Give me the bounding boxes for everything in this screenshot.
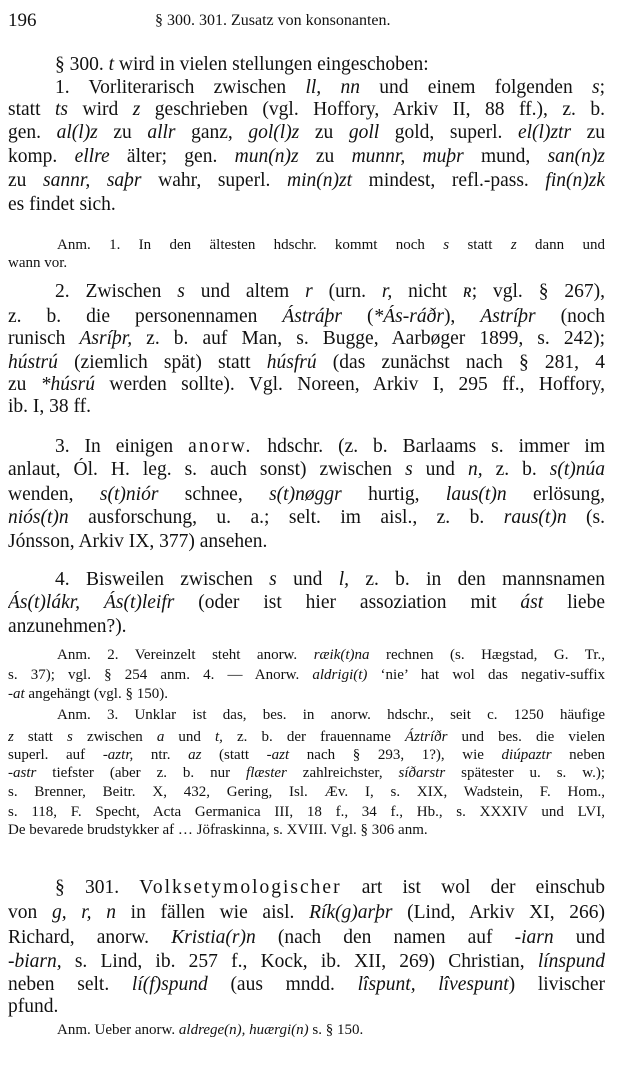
italic-term: san(n)z xyxy=(547,146,605,167)
text-run: Richard, anorw. xyxy=(8,927,172,948)
text-run: zu xyxy=(8,374,41,395)
italic-term: laus(t)n xyxy=(445,484,507,505)
text-run: ausforschung, u. a.; selt. im aisl., z. b. xyxy=(68,507,504,528)
text-run: ganz, xyxy=(175,122,249,143)
text-run: schnee, xyxy=(158,484,270,505)
text-line xyxy=(8,685,605,705)
italic-term: aldrigi(t) xyxy=(312,667,368,683)
text-line xyxy=(8,821,605,841)
text-run: (ziemlich spät) statt xyxy=(57,352,267,373)
text-run: zu xyxy=(298,146,352,167)
text-run: neben selt. xyxy=(8,974,132,995)
italic-term: t, xyxy=(215,729,223,745)
text-run: (urn. xyxy=(312,281,382,302)
running-title: § 300. 301. Zusatz von konsonanten. xyxy=(155,12,391,29)
italic-term: fin(n)zk xyxy=(545,170,605,191)
italic-term: n, xyxy=(467,459,483,480)
italic-term: s xyxy=(443,237,450,253)
text-run: erlösung, xyxy=(506,484,605,505)
italic-term: s xyxy=(67,729,73,745)
text-run: ntr. xyxy=(133,747,189,763)
italic-term: Asríþr, xyxy=(79,328,133,349)
text-run: superl. auf xyxy=(8,747,103,763)
text-line xyxy=(8,506,605,532)
text-run: 3. In einigen xyxy=(55,436,189,457)
text-line xyxy=(8,121,605,147)
text-run: § 301. xyxy=(55,877,140,898)
italic-term: Astríþr xyxy=(480,306,536,327)
text-run: von xyxy=(8,902,52,923)
text-run: wahr, superl. xyxy=(141,170,288,191)
text-run: (aus mndd. xyxy=(207,974,358,995)
text-run: De bevarede brudstykker af … Jöfraskinna, s. XVIII. Vgl. § 306 anm. xyxy=(8,822,428,838)
text-run: zwischen xyxy=(72,729,157,745)
text-line xyxy=(55,280,605,306)
italic-term: -azt xyxy=(266,747,290,763)
text-run: z. b. die personennamen xyxy=(8,306,283,327)
italic-term: a xyxy=(156,729,165,745)
italic-term: ll, nn xyxy=(305,77,360,98)
text-line xyxy=(8,458,605,484)
text-line xyxy=(8,145,605,171)
italic-term: munnr, muþr xyxy=(351,146,464,167)
text-run: es findet sich. xyxy=(8,194,116,215)
italic-term: niós(t)n xyxy=(8,507,69,528)
text-run: wann vor. xyxy=(8,255,68,271)
italic-term: az xyxy=(188,747,202,763)
italic-term: r, xyxy=(381,281,393,302)
text-line xyxy=(8,193,605,219)
italic-term: *húsrú xyxy=(40,374,95,395)
text-run: s. 37); vgl. § 254 anm. 4. — Anorw. xyxy=(8,667,313,683)
text-run: s. 118, F. Specht, Acta Germanica III, 18 f., 34 f., Hb., s. XXXIV und LVI, xyxy=(8,804,605,820)
text-run: rechnen (s. Hægstad, G. Tr., xyxy=(369,647,605,663)
text-run: s. § 150. xyxy=(308,1022,364,1038)
italic-term: línspund xyxy=(537,951,605,972)
text-run: spätester u. s. w.); xyxy=(445,765,605,781)
italic-term: húsfrú xyxy=(266,352,317,373)
text-run: tiefster (aber z. b. nur xyxy=(36,765,247,781)
italic-term: l, xyxy=(338,569,349,590)
text-line xyxy=(57,706,605,726)
text-run: anzunehmen?). xyxy=(8,616,127,637)
italic-term: gol(l)z xyxy=(248,122,300,143)
italic-term: -iarn xyxy=(514,927,554,948)
spaced-text: anorw. xyxy=(188,436,253,457)
text-line xyxy=(57,236,605,256)
text-run: mindest, refl.-pass. xyxy=(352,170,546,191)
italic-term: s(t)nøggr xyxy=(269,484,342,505)
italic-term: mun(n)z xyxy=(234,146,299,167)
text-run: und xyxy=(412,459,468,480)
text-line xyxy=(8,783,605,803)
italic-term: Ás(t)lákr, Ás(t)leifr xyxy=(8,592,175,613)
text-run: (oder ist hier assoziation mit xyxy=(174,592,521,613)
text-run: zu xyxy=(571,122,605,143)
text-run: statt xyxy=(8,99,55,120)
text-run: mund, xyxy=(463,146,548,167)
text-run: (statt xyxy=(201,747,267,763)
italic-term: flæster xyxy=(246,765,287,781)
text-run: neben xyxy=(551,747,605,763)
text-run: 1. Vorliterarisch zwischen xyxy=(55,77,306,98)
italic-term: Rík(g)arþr xyxy=(309,902,393,923)
text-run: und xyxy=(164,729,216,745)
text-run: ) livischer xyxy=(508,974,605,995)
text-run: gold, superl. xyxy=(379,122,518,143)
italic-term: lí(f)spund xyxy=(131,974,208,995)
italic-term: Áztríðr xyxy=(404,729,448,745)
spaced-text: Volksetymologischer xyxy=(139,877,342,898)
italic-term: -astr xyxy=(8,765,37,781)
italic-term: Kristia(r)n xyxy=(171,927,256,948)
text-run: (nach den namen auf xyxy=(255,927,515,948)
text-run: und bes. die vielen xyxy=(447,729,605,745)
text-run: pfund. xyxy=(8,996,59,1017)
italic-term: z xyxy=(510,237,517,253)
italic-term: ts xyxy=(54,99,68,120)
text-run: anlaut, Ól. H. leg. s. auch sonst) zwischen xyxy=(8,459,406,480)
italic-term: ræik(t)na xyxy=(313,647,370,663)
text-run: statt xyxy=(449,237,511,253)
italic-term: diúpaztr xyxy=(501,747,552,763)
text-run: (das zunächst nach § 281, 4 xyxy=(316,352,605,373)
text-run: und xyxy=(553,927,605,948)
text-run: wird xyxy=(68,99,133,120)
text-run: zahlreichster, xyxy=(286,765,399,781)
text-run: art ist wol der einschub xyxy=(341,877,605,898)
text-run: s. Lind, ib. 257 f., Kock, ib. XII, 269) Christian, xyxy=(61,951,538,972)
text-run: ‘nie’ hat wol das negativ-suffix xyxy=(367,667,605,683)
text-line xyxy=(8,995,605,1021)
italic-term: g, r, n xyxy=(51,902,116,923)
italic-term: *Ás-ráðr xyxy=(373,306,444,327)
text-run: nach § 293, 1?), wie xyxy=(289,747,502,763)
italic-term: raus(t)n xyxy=(503,507,567,528)
italic-term: t xyxy=(108,54,115,75)
italic-term: el(l)ztr xyxy=(517,122,572,143)
text-line xyxy=(8,926,605,952)
text-run: hdschr. (z. b. Barlaams s. immer im xyxy=(252,436,605,457)
text-run: z. b. xyxy=(482,459,550,480)
text-run: und altem xyxy=(184,281,306,302)
text-run: gen. xyxy=(8,122,57,143)
italic-term: s(t)niór xyxy=(99,484,159,505)
text-run: nicht xyxy=(392,281,464,302)
text-run: Anm. 1. In den ältesten hdschr. kommt noch xyxy=(57,237,444,253)
italic-term: z xyxy=(132,99,141,120)
text-run: ), xyxy=(443,306,481,327)
text-line xyxy=(8,169,605,195)
text-run: ib. I, 38 ff. xyxy=(8,396,92,417)
text-run: ; xyxy=(599,77,605,98)
text-line xyxy=(8,901,605,927)
italic-term: -at xyxy=(8,686,25,702)
text-line xyxy=(8,395,605,421)
text-line xyxy=(8,746,605,766)
italic-term: sannr, saþr xyxy=(43,170,142,191)
text-run: werden sollte). Vgl. Noreen, Arkiv I, 295 ff., Hoffory, xyxy=(94,374,605,395)
text-line xyxy=(8,530,605,556)
italic-term: goll xyxy=(348,122,380,143)
text-run: z. b. in den mannsnamen xyxy=(348,569,605,590)
text-run: (s. xyxy=(566,507,605,528)
italic-term: s xyxy=(405,459,413,480)
text-run: angehängt (vgl. § 150). xyxy=(24,686,168,702)
text-run: 2. Zwischen xyxy=(55,281,178,302)
text-run: hurtig, xyxy=(341,484,446,505)
italic-term: r xyxy=(305,281,313,302)
italic-term: ellre xyxy=(74,146,110,167)
text-run: Jónsson, Arkiv IX, 377) ansehen. xyxy=(8,531,268,552)
text-run: ; vgl. § 267), xyxy=(471,281,605,302)
text-run: liebe xyxy=(543,592,605,613)
italic-term: hústrú xyxy=(8,352,58,373)
text-run: in fällen wie aisl. xyxy=(115,902,310,923)
text-run: § 300. xyxy=(55,54,109,75)
text-line xyxy=(8,764,605,784)
text-run: zu xyxy=(97,122,148,143)
text-line xyxy=(8,327,605,353)
text-run: älter; gen. xyxy=(109,146,235,167)
text-line xyxy=(55,876,605,902)
italic-term: -biarn, xyxy=(8,951,62,972)
italic-term: s xyxy=(269,569,277,590)
text-line xyxy=(8,728,605,748)
text-run: dann und xyxy=(516,237,605,253)
text-run: (noch xyxy=(535,306,605,327)
text-run: komp. xyxy=(8,146,75,167)
italic-term: síðarstr xyxy=(398,765,446,781)
text-run: wenden, xyxy=(8,484,100,505)
text-run: zu xyxy=(8,170,44,191)
text-line xyxy=(57,1021,605,1041)
text-run: zu xyxy=(299,122,349,143)
text-run: Anm. Ueber anorw. xyxy=(57,1022,179,1038)
text-line xyxy=(57,646,605,666)
text-line xyxy=(8,591,605,617)
text-run: und einem folgenden xyxy=(359,77,592,98)
text-line xyxy=(8,803,605,823)
italic-term: al(l)z xyxy=(56,122,98,143)
italic-term: s(t)núa xyxy=(549,459,605,480)
text-run: Anm. 2. Vereinzelt steht anorw. xyxy=(57,647,314,663)
page-number: 196 xyxy=(8,10,37,31)
text-line xyxy=(8,615,605,641)
text-run: runisch xyxy=(8,328,80,349)
text-line xyxy=(8,254,605,274)
text-run: z. b. der frauenname xyxy=(222,729,405,745)
text-run: Anm. 3. Unklar ist das, bes. in anorw. hdschr., seit c. 1250 häufige xyxy=(57,707,605,723)
text-run: (Lind, Arkiv XI, 266) xyxy=(392,902,605,923)
text-run: wird in vielen stellungen eingeschoben: xyxy=(114,54,429,75)
italic-term: ást xyxy=(520,592,544,613)
text-run: s. Brenner, Beitr. X, 432, Gering, Isl. Æv. I, s. XIX, Wadstein, F. Hom., xyxy=(8,784,605,800)
text-run: z. b. auf Man, s. Bugge, Aarbøger 1899, s. 242); xyxy=(132,328,605,349)
text-run: und xyxy=(276,569,339,590)
italic-term: z xyxy=(8,729,14,745)
italic-term: min(n)zt xyxy=(287,170,353,191)
italic-term: lîspunt, lîvespunt xyxy=(357,974,509,995)
italic-term: aldrege(n), huærgi(n) xyxy=(178,1022,309,1038)
italic-term: s xyxy=(177,281,185,302)
italic-term: ʀ xyxy=(463,281,472,302)
text-run: ( xyxy=(342,306,374,327)
italic-term: s xyxy=(591,77,600,98)
italic-term: -aztr, xyxy=(102,747,134,763)
text-line xyxy=(8,666,605,686)
text-run: statt xyxy=(13,729,68,745)
italic-term: Ástráþr xyxy=(282,306,342,327)
text-run: 4. Bisweilen zwischen xyxy=(55,569,270,590)
text-run: geschrieben (vgl. Hoffory, Arkiv II, 88 ff.), z. b. xyxy=(140,99,605,120)
italic-term: allr xyxy=(147,122,176,143)
